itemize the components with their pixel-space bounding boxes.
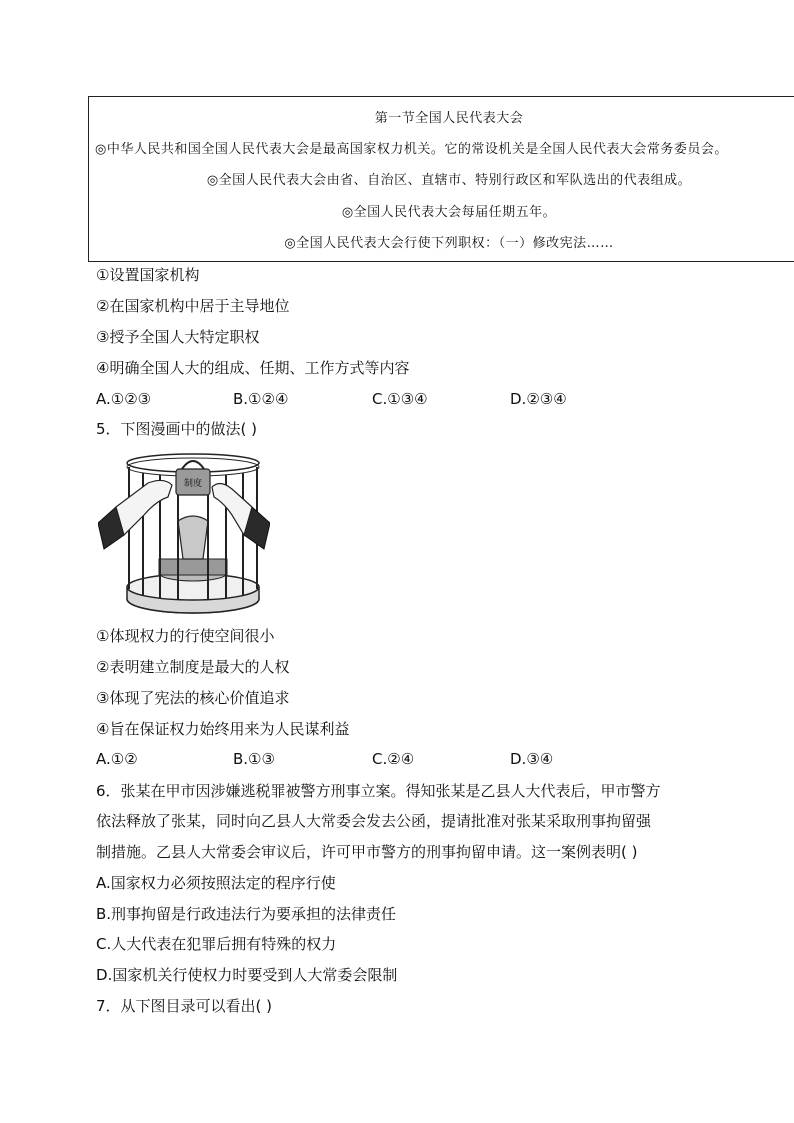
cartoon-lock-label: 制度 xyxy=(183,479,203,489)
q4-item-3: ③授予全国人大特定职权 xyxy=(96,328,260,346)
q6-option-d[interactable]: D.国家机关行使权力时要受到人大常委会限制 xyxy=(96,966,398,984)
q5-option-a[interactable]: A.①② xyxy=(96,750,138,768)
q5-item-3: ③体现了宪法的核心价值追求 xyxy=(96,689,290,707)
q5-item-2: ②表明建立制度是最大的人权 xyxy=(96,658,290,676)
excerpt-line-2: ◎全国人民代表大会由省、自治区、直辖市、特别行政区和军队选出的代表组成。 xyxy=(206,173,692,188)
constitution-excerpt-box xyxy=(88,96,794,262)
q4-item-1: ①设置国家机构 xyxy=(96,266,200,284)
q4-option-d[interactable]: D.②③④ xyxy=(510,390,567,408)
q6-stem-line-2: 依法释放了张某，同时向乙县人大常委会发去公函，提请批准对张某采取刑事拘留强 xyxy=(96,812,652,830)
excerpt-line-1: ◎中华人民共和国全国人民代表大会是最高国家权力机关。它的常设机关是全国人民代表大会常务委员会。 xyxy=(95,142,728,157)
q6-stem-line-3: 制措施。乙县人大常委会审议后，许可甲市警方的刑事拘留申请。这一案例表明( ) xyxy=(96,843,638,861)
q5-item-1: ①体现权力的行使空间很小 xyxy=(96,627,275,645)
power-in-cage-cartoon xyxy=(98,449,270,617)
q6-option-c[interactable]: C.人大代表在犯罪后拥有特殊的权力 xyxy=(96,935,337,953)
q5-item-4: ④旨在保证权力始终用来为人民谋利益 xyxy=(96,720,350,738)
excerpt-line-3: ◎全国人民代表大会每届任期五年。 xyxy=(341,205,557,220)
q4-option-c[interactable]: C.①③④ xyxy=(372,390,428,408)
excerpt-line-4: ◎全国人民代表大会行使下列职权：（一）修改宪法…… xyxy=(284,236,614,251)
q4-option-b[interactable]: B.①②④ xyxy=(233,390,289,408)
q5-option-c[interactable]: C.②④ xyxy=(372,750,415,768)
q5-stem: 5．下图漫画中的做法( ) xyxy=(96,420,258,438)
q4-item-2: ②在国家机构中居于主导地位 xyxy=(96,297,290,315)
q6-stem-line-1: 6．张某在甲市因涉嫌逃税罪被警方刑事立案。得知张某是乙县人大代表后，甲市警方 xyxy=(96,782,661,800)
q5-option-d[interactable]: D.③④ xyxy=(510,750,554,768)
q6-option-a[interactable]: A.国家权力必须按照法定的程序行使 xyxy=(96,874,336,892)
q5-option-b[interactable]: B.①③ xyxy=(233,750,275,768)
q4-item-4: ④明确全国人大的组成、任期、工作方式等内容 xyxy=(96,359,410,377)
q4-option-a[interactable]: A.①②③ xyxy=(96,390,152,408)
q6-option-b[interactable]: B.刑事拘留是行政违法行为要承担的法律责任 xyxy=(96,905,397,923)
q7-stem: 7．从下图目录可以看出( ) xyxy=(96,997,273,1015)
excerpt-title: 第一节全国人民代表大会 xyxy=(374,111,524,126)
